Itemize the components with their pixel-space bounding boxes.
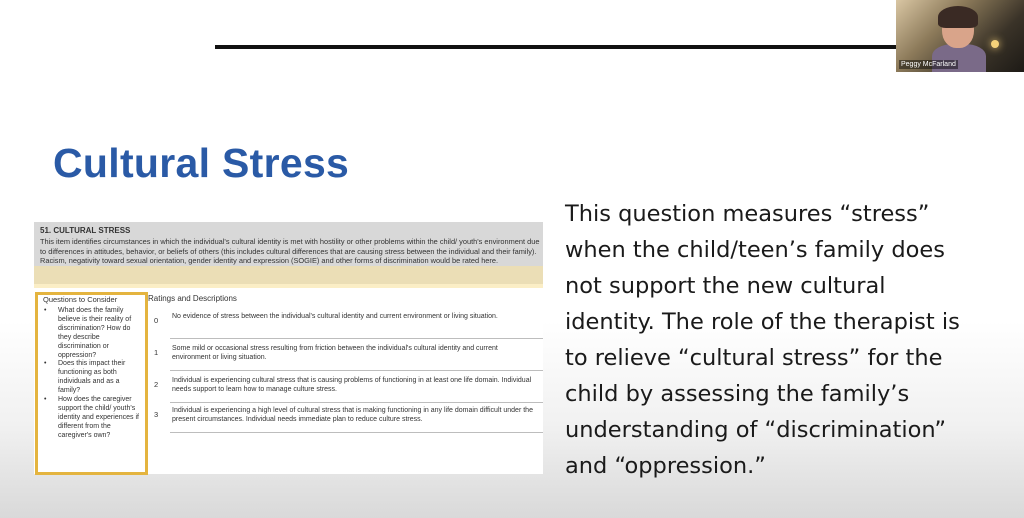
rating-row [148, 376, 543, 402]
row-divider [170, 402, 543, 403]
slide-divider-line [215, 45, 896, 49]
rating-row [148, 312, 543, 338]
rating-score: 2 [154, 380, 159, 389]
rating-row [148, 344, 543, 370]
participant-name: Peggy McFarland [901, 61, 956, 68]
question-item: • How does the caregiver support the child/ youth's identity and experiences if different from the caregiver's own? [58, 396, 142, 441]
text-highlight [34, 266, 543, 288]
question-item: • What does the family believe is their reality of discrimination? How do they describe discrimination or oppression? [58, 307, 142, 360]
ratings-title: Ratings and Descriptions [148, 294, 237, 303]
body-line: This question measures “stress” [565, 201, 930, 227]
body-line: understanding of “discrimination” [565, 417, 947, 443]
question-item: • Does this impact their functioning as both individuals and as a family? [58, 360, 142, 396]
questions-title: Questions to Consider [43, 295, 118, 304]
rating-text: Individual is experiencing cultural stress that is causing problems of functioning in at least one life domain. Individual needs support to learn how to manage culture stress. [172, 377, 532, 393]
rating-text: Individual is experiencing a high level of cultural stress that is making functioning in any life domain difficult under the present circumstances. Individual needs immediate plan to reduce culture stress. [172, 407, 533, 423]
row-divider [170, 432, 543, 433]
rating-row [148, 406, 543, 432]
cans-item-excerpt [34, 222, 543, 474]
rating-text: No evidence of stress between the individual's cultural identity and current environment or living situation. [172, 313, 498, 320]
rating-score: 3 [154, 410, 159, 419]
body-line: identity. The role of the therapist is [565, 309, 960, 335]
body-line: child by assessing the family’s [565, 381, 910, 407]
body-line: when the child/teen’s family does [565, 237, 945, 263]
body-line: not support the new cultural [565, 273, 886, 299]
item-description: This item identifies circumstances in which the individual's cultural identity is met with hostility or other problems within the child/ youth's environment due to differences in attitudes, behavior, or beliefs of others (this includes cultural differences that are causing stress between the individual and their family). Racism, negativity toward sexual orientation, gender identity and expression (SOGIE) and other forms of discrimination would be rated here. [40, 237, 540, 265]
background-lamp [991, 40, 999, 48]
item-number: 51. CULTURAL STRESS [40, 226, 131, 235]
questions-box [35, 292, 148, 475]
slide-title: Cultural Stress [53, 140, 350, 186]
questions-list [38, 307, 142, 441]
rating-score: 0 [154, 316, 159, 325]
rating-score: 1 [154, 348, 159, 357]
body-line: and “oppression.” [565, 453, 766, 479]
row-divider [170, 338, 543, 339]
slide-body-text [565, 196, 985, 484]
participant-video-tile[interactable] [896, 0, 1024, 72]
row-divider [170, 370, 543, 371]
body-line: to relieve “cultural stress” for the [565, 345, 943, 371]
participant-hair [938, 6, 978, 28]
rating-text: Some mild or occasional stress resulting from friction between the individual's cultural identity and current environment or living situation. [172, 345, 498, 361]
